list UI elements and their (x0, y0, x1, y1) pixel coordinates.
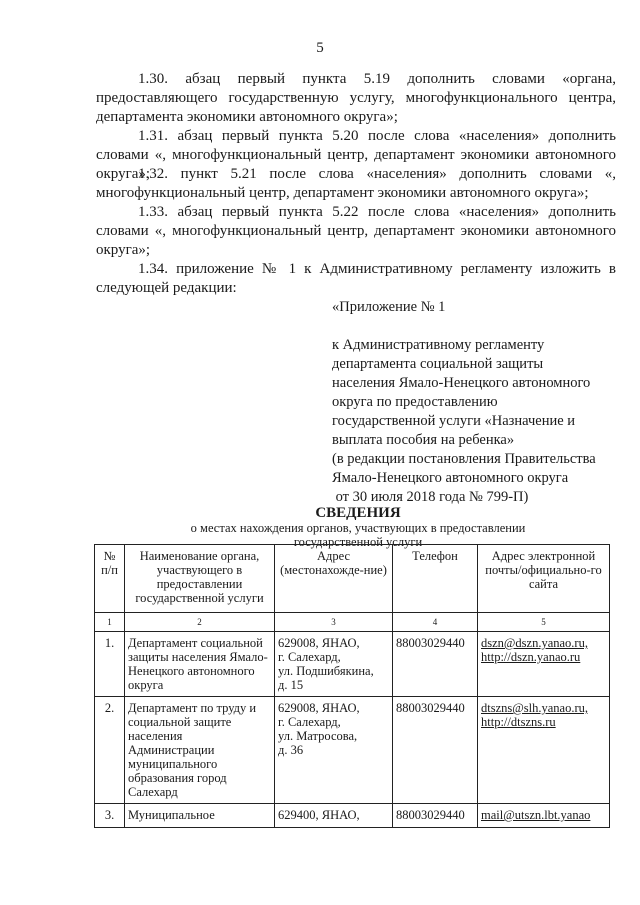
org-name: Муниципальное (125, 804, 275, 828)
email-link[interactable]: dszn@dszn.yanao.ru, (481, 636, 588, 650)
section-title: СВЕДЕНИЯ (315, 505, 401, 521)
appendix-line: выплата пособия на ребенка» (332, 432, 515, 448)
appendix-line: от 30 июля 2018 года № 799-П) (332, 489, 529, 505)
org-phone: 88003029440 (393, 632, 478, 697)
org-phone: 88003029440 (393, 804, 478, 828)
header-email: Адрес электронной почты/официально-го сайта (478, 545, 610, 613)
org-phone: 88003029440 (393, 697, 478, 804)
organizations-table (94, 544, 610, 828)
appendix-line: (в редакции постановления Правительства (332, 451, 596, 467)
org-contacts (478, 697, 610, 804)
header-num: № п/п (95, 545, 125, 613)
email-link[interactable]: dtszns@slh.yanao.ru, (481, 701, 588, 715)
org-name: Департамент по труду и социальной защите населения Администрации муниципального образования город Салехард (125, 697, 275, 804)
header-phone: Телефон (393, 545, 478, 613)
org-contacts (478, 632, 610, 697)
section-subtitle: о местах нахождения органов, участвующих в предоставлении государственной услуги (190, 521, 526, 549)
appendix-line: государственной услуги «Назначение и (332, 413, 576, 429)
paragraph-1-34: 1.34. приложение № 1 к Административному регламенту изложить в следующей редакции: (96, 261, 616, 296)
paragraph-1-32: 1.32. пункт 5.21 после слова «населения» дополнить словами «, многофункциональный центр, департамент экономики автономного округа»; (96, 166, 616, 201)
org-address: 629008, ЯНАО, г. Салехард, ул. Подшибякина, д. 15 (275, 632, 393, 697)
table-row: 2. Департамент по труду и социальной защите населения Администрации муниципального образования город Салехард 629008, ЯНАО, г. Салехард, ул. Матросова, д. 36 88003029440 dtszns@slh.yanao.ru, http://dtszns.ru (95, 697, 610, 804)
header-name: Наименование органа, участвующего в предоставлении государственной услуги (125, 545, 275, 613)
table-row: 3. Муниципальное 629400, ЯНАО, 88003029440 mail@utszn.lbt.yanao (95, 804, 610, 828)
org-address: 629008, ЯНАО, г. Салехард, ул. Матросова, д. 36 (275, 697, 393, 804)
appendix-line: департамента социальной защиты (332, 356, 544, 372)
paragraph-1-30: 1.30. абзац первый пункта 5.19 дополнить словами «органа, предоставляющего государственную услугу, многофункционального центра, департамента экономики автономного округа»; (96, 71, 616, 125)
appendix-line: Ямало-Ненецкого автономного округа (332, 470, 569, 486)
table-header-row (95, 545, 610, 613)
org-name: Департамент социальной защиты населения Ямало-Ненецкого автономного округа (125, 632, 275, 697)
org-address: 629400, ЯНАО, (275, 804, 393, 828)
appendix-line: населения Ямало-Ненецкого автономного (332, 375, 591, 391)
appendix-caption (332, 336, 596, 507)
appendix-line: к Административному регламенту (332, 337, 545, 353)
header-address: Адрес (местонахожде-ние) (275, 545, 393, 613)
page-number: 5 (316, 40, 324, 56)
paragraph-1-33: 1.33. абзац первый пункта 5.22 после слова «населения» дополнить словами «, многофункциональный центр, департамент экономики автономного округа»; (96, 204, 616, 258)
appendix-heading: «Приложение № 1 (332, 299, 446, 315)
table-index-row: 1 2 3 4 5 (95, 613, 610, 632)
email-link[interactable]: mail@utszn.lbt.yanao (481, 808, 591, 822)
table-row: 1. Департамент социальной защиты населения Ямало-Ненецкого автономного округа 629008, ЯНАО, г. Салехард, ул. Подшибякина, д. 15 88003029440 dszn@dszn.yanao.ru, http://dszn.yanao.ru (95, 632, 610, 697)
appendix-line: округа по предоставлению (332, 394, 498, 410)
paragraph-1-31: 1.31. абзац первый пункта 5.20 после слова «населения» дополнить словами «, многофункциональный центр, департамент экономики автономного округа»; (96, 128, 616, 182)
site-link[interactable]: http://dszn.yanao.ru (481, 650, 581, 664)
site-link[interactable]: http://dtszns.ru (481, 715, 556, 729)
org-contacts (478, 804, 610, 828)
